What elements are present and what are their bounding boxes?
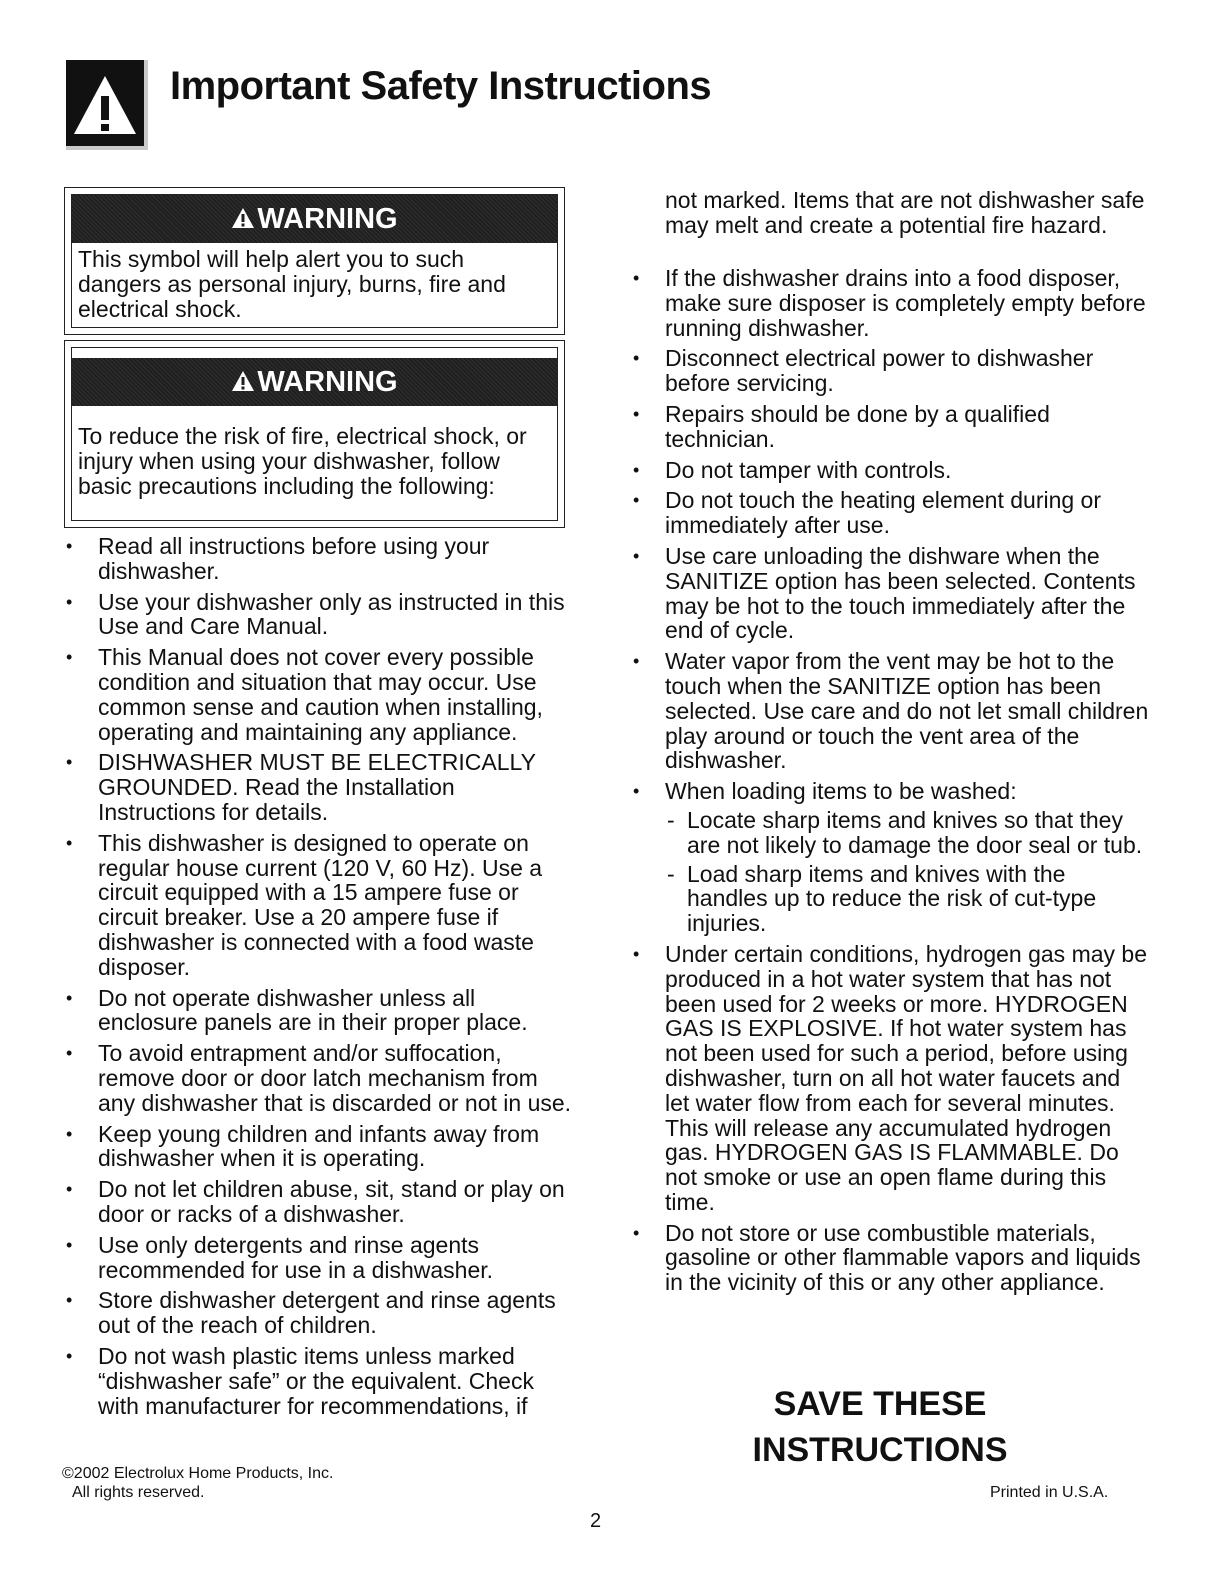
list-item-loading (630, 779, 1150, 936)
list-item: • Do not let children abuse, sit, stand or play on door or racks of a dishwasher. (63, 1177, 573, 1227)
list-item: • Disconnect electrical power to dishwasher before servicing. (630, 346, 1150, 396)
warning-triangle-icon (231, 370, 255, 392)
list-item: • Use only detergents and rinse agents recommended for use in a dishwasher. (63, 1233, 573, 1283)
list-item: • To avoid entrapment and/or suffocation, remove door or door latch mechanism from any dishwasher that is discarded or not in use. (63, 1041, 573, 1115)
list-item: • If the dishwasher drains into a food disposer, make sure disposer is completely empty before running dishwasher. (630, 266, 1150, 340)
list-item: • Store dishwasher detergent and rinse agents out of the reach of children. (63, 1288, 573, 1338)
list-item: • Use your dishwasher only as instructed in this Use and Care Manual. (63, 590, 573, 640)
list-item: • This Manual does not cover every possible condition and situation that may occur. Use common sense and caution when installing, operating and maintaining any appliance. (63, 645, 573, 744)
list-item: • Water vapor from the vent may be hot to the touch when the SANITIZE option has been selected. Use care and do not let small children play around or touch the vent area of the dishwasher. (630, 649, 1150, 773)
save-line-2: INSTRUCTIONS (752, 1431, 1008, 1469)
save-instructions-heading (700, 1381, 1060, 1473)
warning-banner (72, 195, 557, 243)
page-title: Important Safety Instructions (170, 64, 712, 108)
sub-list-item: - Locate sharp items and knives so that they are not likely to damage the door seal or tub. (665, 808, 1150, 858)
rights-line: All rights reserved. (72, 1484, 205, 1501)
list-item: • Repairs should be done by a qualified technician. (630, 402, 1150, 452)
list-item: • Read all instructions before using your dishwasher. (63, 534, 573, 584)
list-item: • DISHWASHER MUST BE ELECTRICALLY GROUNDED. Read the Installation Instructions for details. (63, 750, 573, 824)
warning-box-inner (71, 347, 558, 521)
printed-in: Printed in U.S.A. (990, 1484, 1109, 1501)
list-item: • This dishwasher is designed to operate on regular house current (120 V, 60 Hz). Use a circuit equipped with a 15 ampere fuse or circuit breaker. Use a 20 ampere fuse if dishwasher is connected with a food waste disposer. (63, 831, 573, 980)
warning-box-inner (71, 194, 558, 328)
warning-text: This symbol will help alert you to such dangers as personal injury, burns, fire and electrical shock. (78, 246, 506, 322)
list-item-label: When loading items to be washed: (665, 778, 1017, 805)
list-item: • Do not tamper with controls. (630, 458, 1150, 483)
safety-list-right (630, 266, 1150, 1301)
warning-label: WARNING (257, 366, 398, 398)
list-item: • Do not touch the heating element during or immediately after use. (630, 488, 1150, 538)
list-item: • Under certain conditions, hydrogen gas may be produced in a hot water system that has not been used for 2 weeks or more. HYDROGEN GAS IS EXPLOSIVE. If hot water system has not been used for such a period, before using dishwasher, turn on all hot water faucets and let water flow from each for several minutes. This will release any accumulated hydrogen gas. HYDROGEN GAS IS FLAMMABLE. Do not smoke or use an open flame during this time. (630, 942, 1150, 1215)
page-number: 2 (590, 1510, 602, 1532)
safety-list-left (63, 534, 573, 1424)
warning-banner (72, 358, 557, 406)
warning-triangle-icon (231, 207, 255, 229)
loading-sublist (665, 808, 1150, 936)
save-line-1: SAVE THESE (773, 1385, 987, 1423)
list-item: • Use care unloading the dishware when the SANITIZE option has been selected. Contents may be hot to the touch immediately after the end of cycle. (630, 544, 1150, 643)
list-item: • Do not wash plastic items unless marked “dishwasher safe” or the equivalent. Check with manufacturer for recommendations, if (63, 1344, 573, 1418)
sub-list-item: - Load sharp items and knives with the handles up to reduce the risk of cut-type injuries. (665, 862, 1150, 936)
copyright (62, 1464, 333, 1502)
list-item: • Keep young children and infants away from dishwasher when it is operating. (63, 1122, 573, 1172)
warning-label: WARNING (257, 203, 398, 235)
list-item: • Do not store or use combustible materials, gasoline or other flammable vapors and liquids in the vicinity of this or any other appliance. (630, 1221, 1150, 1295)
list-continuation: not marked. Items that are not dishwasher safe may melt and create a potential fire hazard. (665, 187, 1145, 238)
warning-text: To reduce the risk of fire, electrical shock, or injury when using your dishwasher, follow basic precautions including the following: (78, 423, 527, 499)
copyright-line: ©2002 Electrolux Home Products, Inc. (62, 1465, 334, 1482)
list-item: • Do not operate dishwasher unless all enclosure panels are in their proper place. (63, 986, 573, 1036)
warning-box-symbol (64, 187, 565, 335)
warning-triangle-icon (66, 60, 148, 150)
warning-box-precautions (64, 340, 565, 528)
